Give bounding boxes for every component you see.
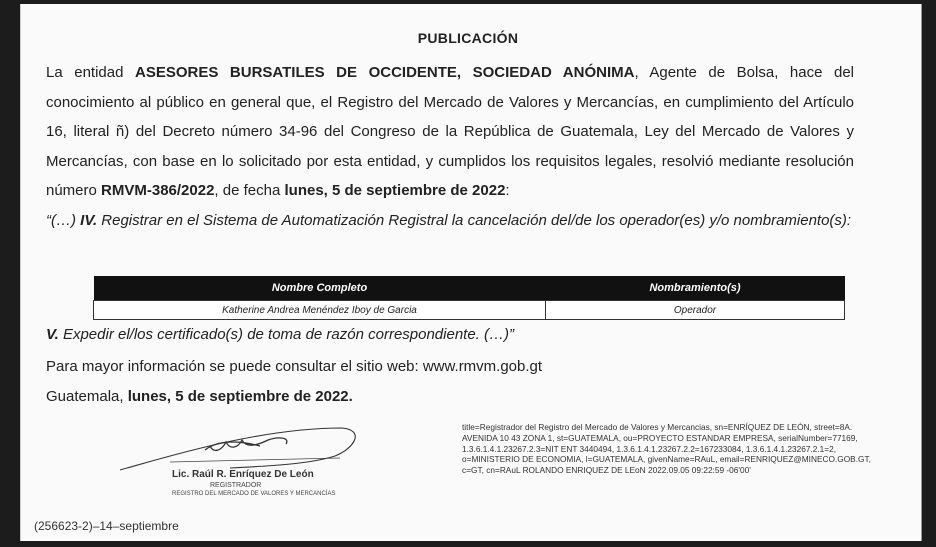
- header-nombre-completo: Nombre Completo: [94, 276, 546, 301]
- header-nombramiento: Nombramiento(s): [546, 276, 845, 301]
- intro-text-4: :: [505, 182, 510, 199]
- operators-table: [93, 276, 845, 320]
- intro-text-3: , de fecha: [214, 182, 285, 199]
- cell-name: Katherine Andrea Menéndez Iboy de Garcia: [94, 301, 546, 320]
- table-row: [94, 301, 845, 320]
- quote-open: “(…): [46, 211, 81, 229]
- quote-v-text: Expedir el/los certificado(s) de toma de razón correspondiente. (…)”: [58, 326, 514, 343]
- quote-v-number: V.: [46, 326, 59, 343]
- table-header-row: [94, 276, 845, 301]
- digital-certificate-text: title=Registrador del Registro del Mercado de Valores y Mercancias, sn=ENRÍQUEZ DE LEÓN, street=8A. AVENIDA 10 43 ZONA 1, st=GUATEMALA, ou=PROYECTO ESTANDAR EMPRESA, serialNumber=77169, 1.3.6.1.4.1.23267.2.3=NIT ENT 3440494, 1.3.6.1.4.1.23267.2.2=167233084, 1.3.6.1.4.1.23267.2.1=2, o=MINISTERIO DE ECONOMIA, l=GUATEMALA, givenName=RAuL, email=RENRIQUEZ@MINECO.GOB.GT, c=GT, cn=RAuL ROLANDO ENRIQUEZ DE LEoN 2022.09.05 09:22:59 -06'00': [462, 422, 871, 476]
- footer-reference: (256623-2)–14–septiembre: [34, 519, 179, 533]
- quote-v: [46, 326, 514, 343]
- page-title: PUBLICACIÓN: [417, 30, 519, 46]
- quote-iv-number: IV.: [80, 211, 98, 229]
- cell-appointment: Operador: [546, 301, 845, 320]
- info-line: Para mayor información se puede consultar el sitio web: www.rmvm.gob.gt: [46, 358, 543, 375]
- entity-name: ASESORES BURSATILES DE OCCIDENTE, SOCIEDAD ANÓNIMA: [135, 64, 635, 81]
- resolution-date: lunes, 5 de septiembre de 2022: [284, 182, 506, 199]
- signer-role: REGISTRADOR: [210, 482, 262, 489]
- place-date-line: [46, 388, 353, 405]
- quote-iv: [46, 212, 851, 229]
- intro-paragraph: [46, 58, 854, 235]
- quote-iv-text: Registrar en el Sistema de Automatización Registral la cancelación del/de los operador(es) y/o nombramiento(s):: [97, 211, 852, 229]
- signer-name: Lic. Raúl R. Enríquez De León: [172, 469, 314, 480]
- resolution-number: RMVM-386/2022: [101, 182, 215, 199]
- signer-organization: REGISTRO DEL MERCADO DE VALORES Y MERCANCÍAS: [172, 491, 336, 497]
- intro-text-1: La entidad: [46, 64, 135, 81]
- intro-text-2: , Agente de Bolsa, hace del conocimiento al público en general que, el Registro del Mercado de Valores y Mercancías, en cumplimiento del Artículo 16, literal ñ) del Decreto número 34-96 del Congreso de la República de Guatemala, Ley del Mercado de Valores y Mercancías, con base en lo solicitado por esta entidad, y cumplidos los requisitos legales, resolvió mediante resolución número: [46, 64, 854, 199]
- place-date: lunes, 5 de septiembre de 2022.: [127, 388, 353, 405]
- place: Guatemala,: [46, 388, 128, 405]
